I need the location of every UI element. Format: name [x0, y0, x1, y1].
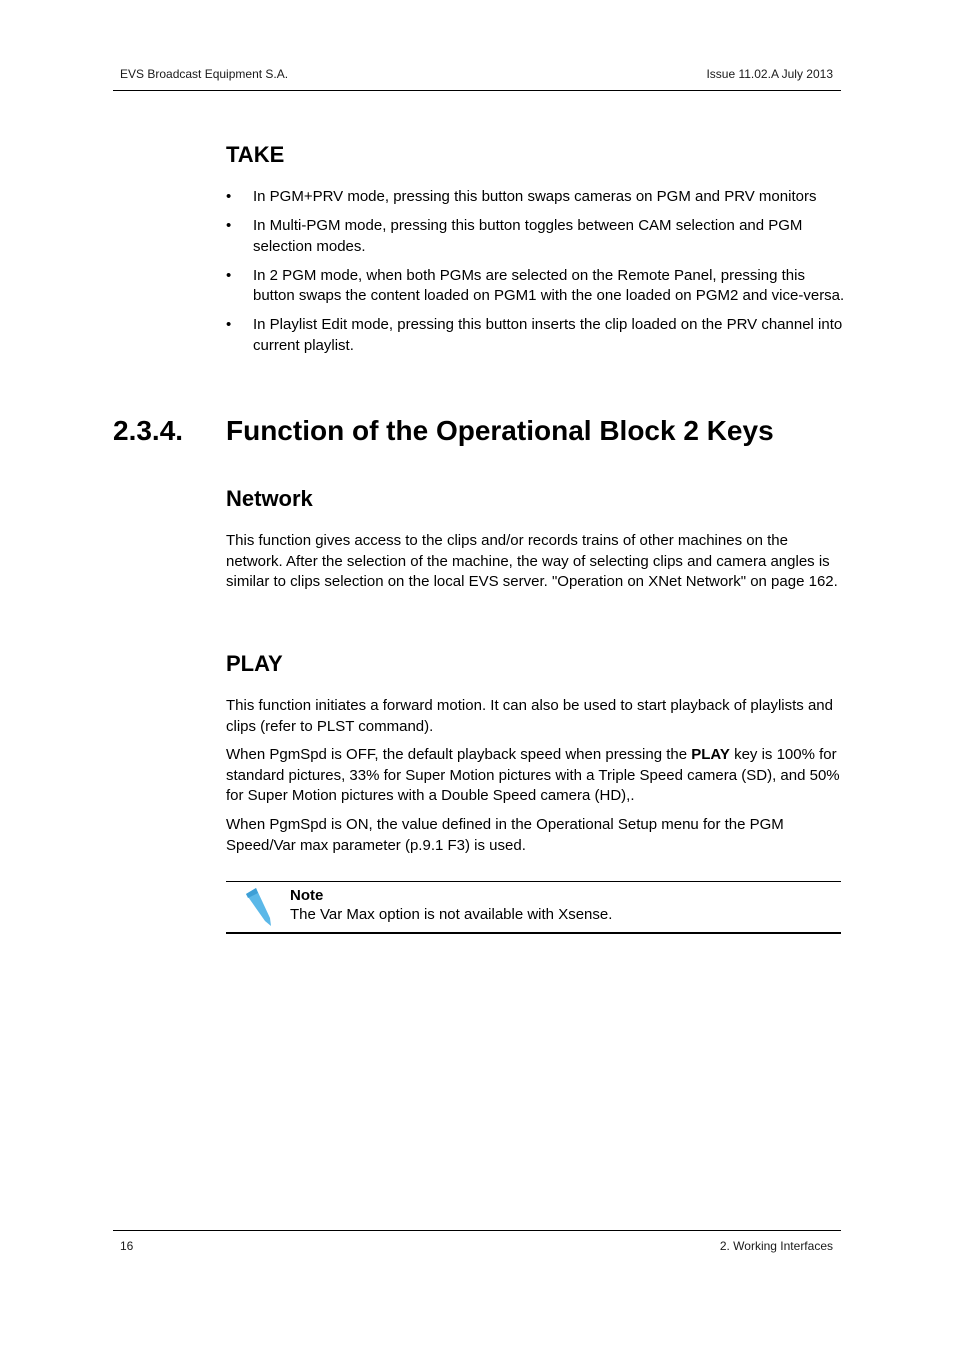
- pencil-note-icon: [244, 888, 274, 926]
- take-heading: TAKE: [226, 142, 285, 167]
- list-item: [226, 187, 846, 208]
- footer-page-number: 16: [120, 1239, 134, 1253]
- note-bottom-rule: [226, 932, 841, 934]
- network-heading: Network: [226, 486, 313, 511]
- note-text: The Var Max option is not available with Xsense.: [290, 906, 613, 923]
- note-top-rule: [226, 881, 841, 882]
- play-key-label: PLAY: [691, 746, 730, 763]
- list-item: [226, 315, 846, 356]
- play-heading: PLAY: [226, 651, 283, 676]
- bullet-icon: •: [226, 217, 232, 234]
- footer-rule: [113, 1230, 841, 1231]
- network-paragraph: This function gives access to the clips and/or records trains of other machines on the network. After the selection of the machine, the way of selecting clips and camera angles is similar to clips selection on the local EVS server. "Operation on XNet Network" on page 162.: [226, 532, 838, 590]
- list-item-text: In 2 PGM mode, when both PGMs are selected on the Remote Panel, pressing this button swaps the content loaded on PGM1 with the one loaded on PGM2 and vice-versa.: [253, 266, 845, 304]
- play-paragraph-3: When PgmSpd is ON, the value defined in the Operational Setup menu for the PGM Speed/Var max parameter (p.9.1 F3) is used.: [226, 816, 784, 854]
- list-item-text: In Playlist Edit mode, pressing this button inserts the clip loaded on the PRV channel into current playlist.: [253, 316, 843, 354]
- bullet-icon: •: [226, 266, 232, 284]
- bullet-icon: •: [226, 316, 232, 333]
- play-paragraph-1: This function initiates a forward motion. It can also be used to start playback of playlists and clips (refer to PLST command).: [226, 697, 833, 735]
- note-title: Note: [290, 887, 324, 904]
- bullet-icon: •: [226, 188, 232, 205]
- footer-chapter: 2. Working Interfaces: [719, 1239, 833, 1253]
- take-bullet-list: [226, 187, 846, 365]
- header-issue: Issue 11.02.A July 2013: [706, 67, 833, 81]
- header-company: EVS Broadcast Equipment S.A.: [120, 67, 289, 81]
- play-paragraph-2: [226, 745, 844, 807]
- header-rule: [113, 90, 841, 91]
- play-paragraph-2-end: key is 100% for standard pictures, 33% for Super Motion pictures with a Triple Speed camera (SD), and 50% for Super Motion pictures with a Double Speed camera (HD),.: [226, 746, 840, 804]
- list-item-text: In PGM+PRV mode, pressing this button swaps cameras on PGM and PRV monitors: [253, 188, 817, 205]
- list-item-text: In Multi-PGM mode, pressing this button toggles between CAM selection and PGM selection modes.: [253, 217, 803, 255]
- list-item: [226, 216, 846, 257]
- list-item: [226, 266, 846, 307]
- section-title: Function of the Operational Block 2 Keys: [226, 415, 774, 446]
- play-paragraph-2-start: When PgmSpd is OFF, the default playback speed when pressing the: [226, 746, 692, 763]
- section-number: 2.3.4.: [113, 415, 184, 446]
